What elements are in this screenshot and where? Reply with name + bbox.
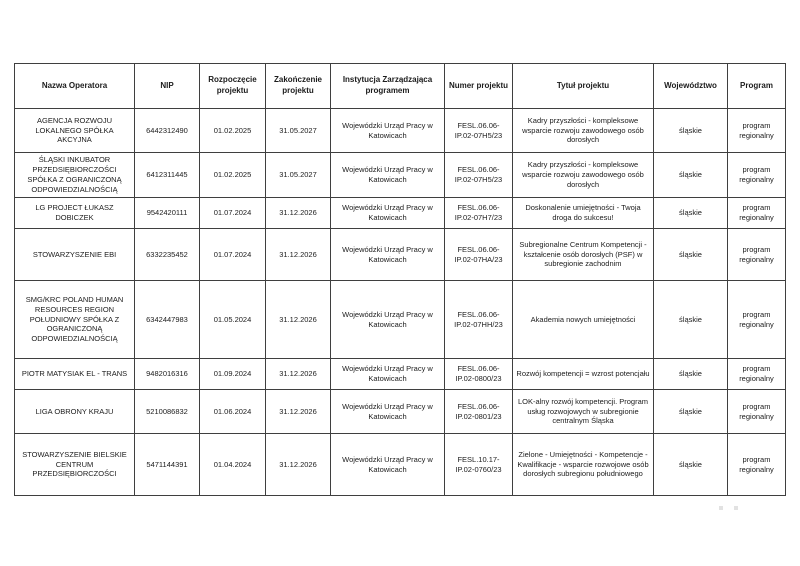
cell-operator: PIOTR MATYSIAK EL - TRANS xyxy=(15,359,135,390)
cell-institution: Wojewódzki Urząd Pracy w Katowicach xyxy=(331,229,445,281)
table-row xyxy=(15,229,786,281)
cell-voivodeship: śląskie xyxy=(654,390,728,434)
table-row xyxy=(15,390,786,434)
table-row xyxy=(15,359,786,390)
cell-start-date: 01.07.2024 xyxy=(200,229,266,281)
table-row xyxy=(15,281,786,359)
cell-end-date: 31.05.2027 xyxy=(266,153,331,198)
column-header-project-number: Numer projektu xyxy=(445,64,513,109)
cell-institution: Wojewódzki Urząd Pracy w Katowicach xyxy=(331,434,445,496)
cell-operator: LG PROJECT ŁUKASZ DOBICZEK xyxy=(15,198,135,229)
cell-operator: STOWARZYSZENIE EBI xyxy=(15,229,135,281)
header-row xyxy=(15,64,786,109)
footer-mark-icon xyxy=(719,506,723,510)
column-header-nip: NIP xyxy=(135,64,200,109)
cell-voivodeship: śląskie xyxy=(654,229,728,281)
cell-title: Kadry przyszłości - kompleksowe wsparcie rozwoju zawodowego osób dorosłych xyxy=(513,109,654,153)
cell-project-number: FESL.06.06-IP.02-0800/23 xyxy=(445,359,513,390)
cell-nip: 5210086832 xyxy=(135,390,200,434)
cell-title: Kadry przyszłości - kompleksowe wsparcie rozwoju zawodowego osób dorosłych xyxy=(513,153,654,198)
cell-nip: 6442312490 xyxy=(135,109,200,153)
cell-start-date: 01.09.2024 xyxy=(200,359,266,390)
cell-operator: AGENCJA ROZWOJU LOKALNEGO SPÓŁKA AKCYJNA xyxy=(15,109,135,153)
table-row xyxy=(15,434,786,496)
cell-project-number: FESL.06.06-IP.02-07H7/23 xyxy=(445,198,513,229)
cell-institution: Wojewódzki Urząd Pracy w Katowicach xyxy=(331,281,445,359)
cell-title: LOK-alny rozwój kompetencji. Program usług rozwojowych w subregionie centralnym Śląska xyxy=(513,390,654,434)
cell-institution: Wojewódzki Urząd Pracy w Katowicach xyxy=(331,359,445,390)
cell-voivodeship: śląskie xyxy=(654,434,728,496)
cell-voivodeship: śląskie xyxy=(654,109,728,153)
cell-voivodeship: śląskie xyxy=(654,281,728,359)
cell-program: program regionalny xyxy=(728,434,786,496)
column-header-end-date: Zakończenie projektu xyxy=(266,64,331,109)
table-row xyxy=(15,109,786,153)
cell-nip: 9542420111 xyxy=(135,198,200,229)
cell-start-date: 01.04.2024 xyxy=(200,434,266,496)
cell-voivodeship: śląskie xyxy=(654,198,728,229)
column-header-operator: Nazwa Operatora xyxy=(15,64,135,109)
page-footer-marks xyxy=(719,506,749,524)
cell-program: program regionalny xyxy=(728,229,786,281)
cell-program: program regionalny xyxy=(728,198,786,229)
cell-program: program regionalny xyxy=(728,359,786,390)
footer-mark-icon xyxy=(734,506,738,510)
cell-institution: Wojewódzki Urząd Pracy w Katowicach xyxy=(331,198,445,229)
column-header-institution: Instytucja Zarządzająca programem xyxy=(331,64,445,109)
cell-operator: STOWARZYSZENIE BIELSKIE CENTRUM PRZEDSIĘBIORCZOŚCI xyxy=(15,434,135,496)
cell-title: Akademia nowych umiejętności xyxy=(513,281,654,359)
cell-title: Zielone - Umiejętności - Kompetencje - Kwalifikacje - wsparcie rozwojowe osób dorosłych subregionu południowego xyxy=(513,434,654,496)
cell-end-date: 31.12.2026 xyxy=(266,198,331,229)
cell-program: program regionalny xyxy=(728,109,786,153)
cell-project-number: FESL.06.06-IP.02-07H5/23 xyxy=(445,109,513,153)
cell-start-date: 01.05.2024 xyxy=(200,281,266,359)
cell-end-date: 31.12.2026 xyxy=(266,390,331,434)
cell-voivodeship: śląskie xyxy=(654,153,728,198)
table-body xyxy=(15,109,786,496)
cell-start-date: 01.02.2025 xyxy=(200,153,266,198)
column-header-program: Program xyxy=(728,64,786,109)
cell-voivodeship: śląskie xyxy=(654,359,728,390)
cell-end-date: 31.12.2026 xyxy=(266,229,331,281)
cell-institution: Wojewódzki Urząd Pracy w Katowicach xyxy=(331,153,445,198)
cell-nip: 5471144391 xyxy=(135,434,200,496)
cell-title: Subregionalne Centrum Kompetencji - kształcenie osób dorosłych (PSF) w subregionie zachodnim xyxy=(513,229,654,281)
column-header-voivodeship: Województwo xyxy=(654,64,728,109)
cell-end-date: 31.12.2026 xyxy=(266,281,331,359)
cell-project-number: FESL.06.06-IP.02-07H5/23 xyxy=(445,153,513,198)
cell-nip: 6342447983 xyxy=(135,281,200,359)
cell-start-date: 01.06.2024 xyxy=(200,390,266,434)
cell-project-number: FESL.06.06-IP.02-07HH/23 xyxy=(445,281,513,359)
cell-program: program regionalny xyxy=(728,390,786,434)
cell-title: Doskonalenie umiejętności - Twoja droga do sukcesu! xyxy=(513,198,654,229)
cell-nip: 6332235452 xyxy=(135,229,200,281)
cell-institution: Wojewódzki Urząd Pracy w Katowicach xyxy=(331,109,445,153)
cell-institution: Wojewódzki Urząd Pracy w Katowicach xyxy=(331,390,445,434)
cell-nip: 6412311445 xyxy=(135,153,200,198)
cell-end-date: 31.12.2026 xyxy=(266,359,331,390)
cell-operator: LIGA OBRONY KRAJU xyxy=(15,390,135,434)
cell-operator: SMG/KRC POLAND HUMAN RESOURCES REGION POŁUDNIOWY SPÓŁKA Z OGRANICZONĄ ODPOWIEDZIALNOŚCIĄ xyxy=(15,281,135,359)
cell-project-number: FESL.10.17-IP.02-0760/23 xyxy=(445,434,513,496)
table-row xyxy=(15,198,786,229)
cell-end-date: 31.12.2026 xyxy=(266,434,331,496)
cell-start-date: 01.07.2024 xyxy=(200,198,266,229)
cell-program: program regionalny xyxy=(728,153,786,198)
table-row xyxy=(15,153,786,198)
cell-project-number: FESL.06.06-IP.02-0801/23 xyxy=(445,390,513,434)
column-header-title: Tytuł projektu xyxy=(513,64,654,109)
cell-program: program regionalny xyxy=(728,281,786,359)
projects-table xyxy=(14,63,786,496)
cell-end-date: 31.05.2027 xyxy=(266,109,331,153)
cell-project-number: FESL.06.06-IP.02-07HA/23 xyxy=(445,229,513,281)
cell-start-date: 01.02.2025 xyxy=(200,109,266,153)
cell-operator: ŚLĄSKI INKUBATOR PRZEDSIĘBIORCZOŚCI SPÓŁKA Z OGRANICZONĄ ODPOWIEDZIALNOŚCIĄ xyxy=(15,153,135,198)
cell-nip: 9482016316 xyxy=(135,359,200,390)
cell-title: Rozwój kompetencji = wzrost potencjału xyxy=(513,359,654,390)
column-header-start-date: Rozpoczęcie projektu xyxy=(200,64,266,109)
